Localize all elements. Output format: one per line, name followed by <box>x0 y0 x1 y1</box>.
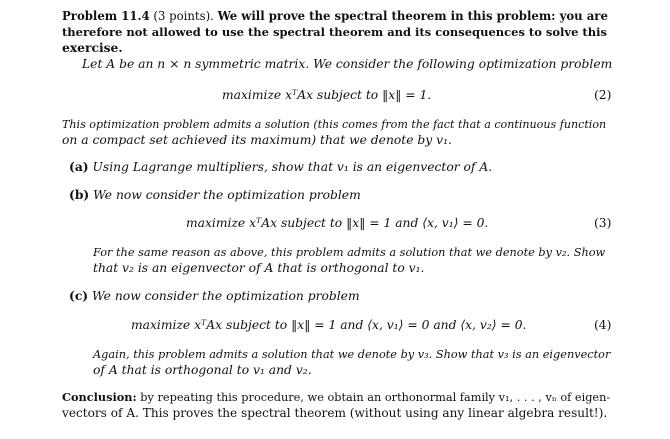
setup-line: Let A be an n × n symmetric matrix. We consider the following optimization problem <box>82 57 613 71</box>
remark-line1: This optimization problem admits a solution (this comes from the fact that a continuous function <box>62 118 607 131</box>
part-b-text: We now consider the optimization problem <box>93 188 361 202</box>
part-c-after-line1: Again, this problem admits a solution that we denote by v₃. Show that v₃ is an eigenvector <box>93 348 611 361</box>
equation-3-number: (3) <box>594 216 612 230</box>
equation-3: maximize xᵀAx subject to ‖x‖ = 1 and ⟨x, v₁⟩ = 0. <box>186 216 489 230</box>
problem-points: (3 points). <box>153 9 214 23</box>
conclusion-label: Conclusion: <box>62 390 137 404</box>
problem-header-line <box>62 9 608 24</box>
part-b-after-line1: For the same reason as above, this problem admits a solution that we denote by v₂. Show <box>93 246 606 259</box>
conclusion-line1: by repeating this procedure, we obtain an orthonormal family v₁, . . . , vₙ of eigen- <box>140 391 611 404</box>
part-b <box>69 187 361 203</box>
problem-intro-line2: therefore not allowed to use the spectral theorem and its consequences to solve this <box>62 25 607 39</box>
conclusion-line2: vectors of A. This proves the spectral theorem (without using any linear algebra result!). <box>62 406 608 420</box>
part-c-text: We now consider the optimization problem <box>92 289 360 303</box>
conclusion <box>62 390 610 405</box>
equation-4: maximize xᵀAx subject to ‖x‖ = 1 and ⟨x, v₁⟩ = 0 and ⟨x, v₂⟩ = 0. <box>131 318 527 332</box>
problem-intro-line1: We will prove the spectral theorem in this problem: you are <box>217 9 608 23</box>
equation-4-number: (4) <box>594 318 612 332</box>
equation-2: maximize xᵀAx subject to ‖x‖ = 1. <box>222 88 432 102</box>
remark-line2: on a compact set achieved its maximum) that we denote by v₁. <box>62 133 452 147</box>
part-c <box>69 288 360 304</box>
problem-label: Problem 11.4 <box>62 9 150 23</box>
part-a-text: Using Lagrange multipliers, show that v₁ is an eigenvector of A. <box>92 160 493 174</box>
part-a <box>69 159 492 175</box>
problem-intro-line3: exercise. <box>62 40 123 55</box>
part-b-label: (b) <box>69 187 90 202</box>
part-a-label: (a) <box>69 159 89 174</box>
part-c-label: (c) <box>69 288 89 303</box>
part-c-after-line2: of A that is orthogonal to v₁ and v₂. <box>93 363 312 377</box>
part-b-after-line2: that v₂ is an eigenvector of A that is orthogonal to v₁. <box>93 261 425 275</box>
equation-2-number: (2) <box>594 88 612 102</box>
